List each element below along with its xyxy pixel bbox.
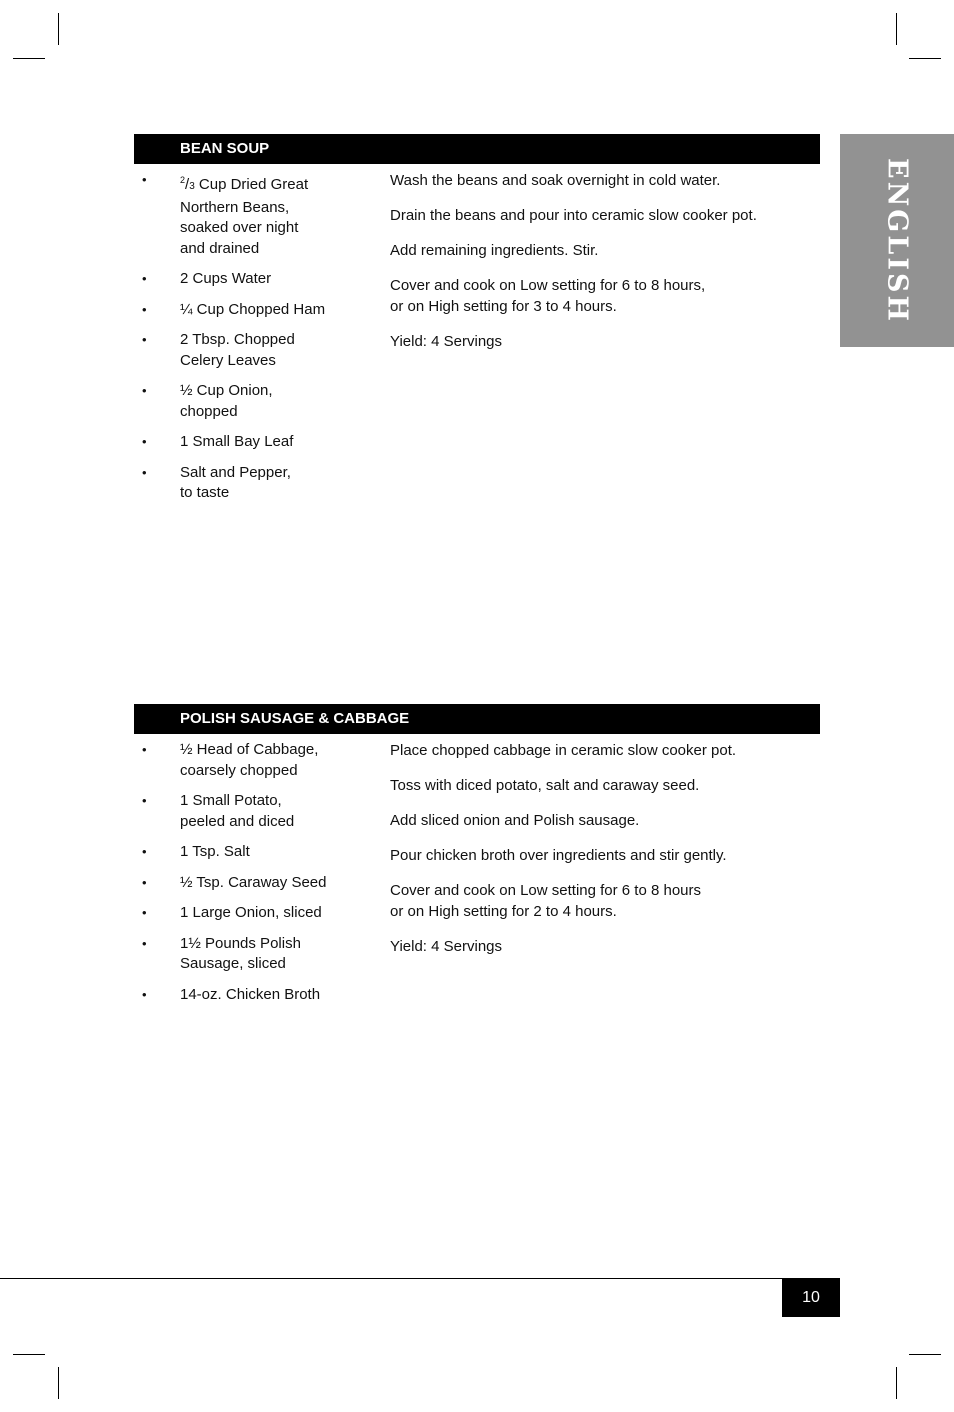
recipe-title: POLISH SAUSAGE & CABBAGE xyxy=(134,704,820,734)
bullet: • xyxy=(142,874,147,890)
ingredient-item xyxy=(134,791,384,832)
direction-step: Drain the beans and pour into ceramic slow cooker pot. xyxy=(390,207,757,224)
ingredient-text: ¼ Cup Chopped Ham xyxy=(180,300,326,318)
ingredient-text: ½ Tsp. Caraway Seed xyxy=(180,873,327,891)
bullet: • xyxy=(142,905,147,920)
directions xyxy=(390,740,820,971)
ingredient-list xyxy=(134,170,384,514)
bullet: • xyxy=(142,742,147,757)
bullet: • xyxy=(142,271,147,286)
bullet: • xyxy=(142,434,147,449)
crop-mark xyxy=(909,58,941,59)
crop-mark xyxy=(58,13,59,45)
recipe-bean-soup xyxy=(134,134,820,501)
ingredient-item xyxy=(134,903,384,924)
ingredient-text: 2 Cups Water xyxy=(180,270,272,287)
bullet: • xyxy=(142,332,147,347)
crop-mark xyxy=(13,58,45,59)
direction-step: Add remaining ingredients. Stir. xyxy=(390,242,599,259)
crop-mark xyxy=(13,1354,45,1355)
ingredient-item xyxy=(134,432,384,453)
ingredient-text: 1 Small Bay Leaf xyxy=(180,433,294,450)
bullet: • xyxy=(142,935,147,951)
ingredient-text: 1½ Pounds Polish Sausage, sliced xyxy=(180,934,301,972)
ingredient-item xyxy=(134,330,384,371)
bullet: • xyxy=(142,793,147,808)
ingredient-item xyxy=(134,269,384,290)
bullet: • xyxy=(142,301,147,317)
bullet: • xyxy=(142,844,147,859)
ingredient-text: 1 Tsp. Salt xyxy=(180,843,250,860)
ingredient-text: ½ Cup Onion, chopped xyxy=(180,382,273,420)
ingredient-item xyxy=(134,463,384,504)
directions xyxy=(390,170,820,366)
ingredient-list xyxy=(134,740,384,1015)
ingredient-text: ½ Head of Cabbage, coarsely chopped xyxy=(180,741,319,779)
crop-mark xyxy=(58,1367,59,1399)
ingredient-item xyxy=(134,842,384,863)
ingredient-text: $^2$/3 Cup Dried Great Northern Beans, soaked over night and drained xyxy=(180,175,309,257)
recipe-title: BEAN SOUP xyxy=(134,134,820,164)
ingredient-item xyxy=(134,740,384,781)
direction-step: Wash the beans and soak overnight in cold water. xyxy=(390,172,721,189)
crop-mark xyxy=(896,13,897,45)
language-tab-label: ENGLISH xyxy=(881,157,913,324)
ingredient-item xyxy=(134,170,384,259)
footer-rule xyxy=(0,1278,840,1279)
crop-mark xyxy=(896,1367,897,1399)
yield: Yield: 4 Servings xyxy=(390,333,503,350)
bullet: • xyxy=(142,172,147,187)
bullet: • xyxy=(142,464,147,480)
ingredient-item xyxy=(134,300,384,321)
ingredient-item xyxy=(134,985,384,1006)
ingredient-text: Salt and Pepper, to taste xyxy=(180,463,291,501)
language-tab xyxy=(840,134,954,347)
ingredient-item xyxy=(134,934,384,975)
yield: Yield: 4 Servings xyxy=(390,938,503,955)
direction-step: Place chopped cabbage in ceramic slow cooker pot. xyxy=(390,742,737,759)
direction-step: Cover and cook on Low setting for 6 to 8 hours, or on High setting for 3 to 4 hours. xyxy=(390,277,706,315)
ingredient-item xyxy=(134,873,384,894)
direction-step: Toss with diced potato, salt and caraway seed. xyxy=(390,777,700,794)
ingredient-item xyxy=(134,381,384,422)
direction-step: Cover and cook on Low setting for 6 to 8 hours or on High setting for 2 to 4 hours. xyxy=(390,882,702,920)
direction-step: Add sliced onion and Polish sausage. xyxy=(390,812,640,829)
ingredient-text: 2 Tbsp. Chopped Celery Leaves xyxy=(180,331,295,369)
bullet: • xyxy=(142,383,147,398)
recipe-polish-sausage-cabbage xyxy=(134,704,820,1003)
ingredient-text: 1 Small Potato, peeled and diced xyxy=(180,792,295,830)
crop-mark xyxy=(909,1354,941,1355)
direction-step: Pour chicken broth over ingredients and stir gently. xyxy=(390,847,727,864)
bullet: • xyxy=(142,986,147,1002)
ingredient-text: 1 Large Onion, sliced xyxy=(180,904,322,921)
ingredient-text: 14-oz. Chicken Broth xyxy=(180,985,321,1003)
page-number: 10 xyxy=(782,1278,840,1317)
